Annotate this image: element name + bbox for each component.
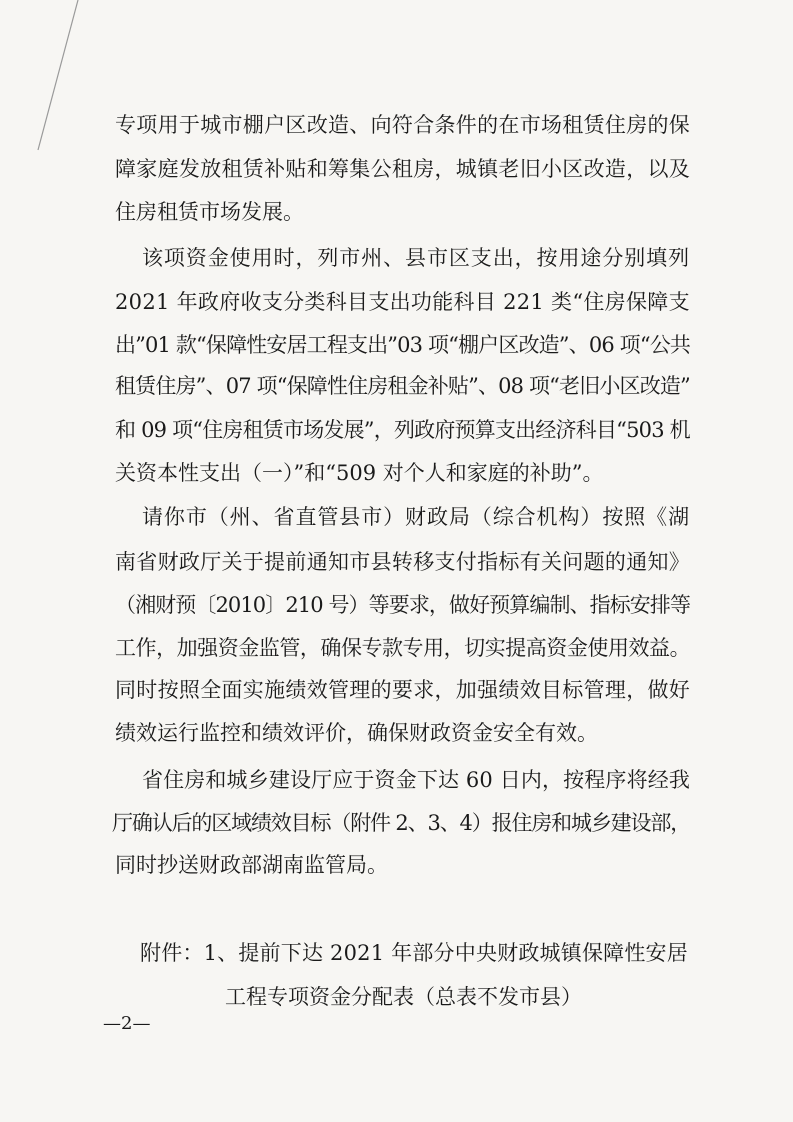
body-line: 出”01 款“保障性安居工程支出”03 项“棚户区改造”、06 项“公共	[115, 333, 691, 357]
body-line: 该项资金使用时，列市州、县市区支出，按用途分别填列	[142, 246, 690, 270]
body-line: 南省财政厅关于提前通知市县转移支付指标有关问题的通知》	[115, 550, 691, 574]
page-number: —2—	[103, 1013, 151, 1034]
body-line: 请你市（州、省直管县市）财政局（综合机构）按照《湖	[142, 505, 690, 529]
body-line: 厅确认后的区域绩效目标（附件 2、3、4）报住房和城乡建设部，	[112, 811, 691, 835]
body-line: 障家庭发放租赁补贴和筹集公租房，城镇老旧小区改造，以及	[115, 157, 691, 181]
body-line: 同时按照全面实施绩效管理的要求，加强绩效目标管理，做好	[115, 678, 691, 702]
body-line: 2021 年政府收支分类科目支出功能科目 221 类“住房保障支	[115, 290, 690, 314]
body-line: 绩效运行监控和绩效评价，确保财政资金安全有效。	[115, 721, 598, 745]
attachment-line-1: 附件：1、提前下达 2021 年部分中央财政城镇保障性安居	[140, 941, 688, 965]
body-line: （湘财预〔2010〕210 号）等要求，做好预算编制、指标安排等	[115, 593, 691, 617]
body-line: 和 09 项“住房租赁市场发展”，列政府预算支出经济科目“503 机	[115, 418, 690, 442]
body-line: 工作，加强资金监管，确保专款专用，切实提高资金使用效益。	[115, 636, 691, 660]
body-line: 住房租赁市场发展。	[115, 200, 304, 224]
attachment-line-2: 工程专项资金分配表（总表不发市县）	[225, 985, 582, 1009]
body-line: 关资本性支出（一）”和“509 对个人和家庭的补助”。	[115, 461, 604, 485]
body-line: 租赁住房”、07 项“保障性住房租金补贴”、08 项“老旧小区改造”	[115, 374, 690, 398]
body-line: 省住房和城乡建设厅应于资金下达 60 日内，按程序将经我	[142, 768, 690, 792]
body-line: 专项用于城市棚户区改造、向符合条件的在市场租赁住房的保	[115, 113, 691, 137]
body-line: 同时抄送财政部湖南监管局。	[115, 853, 388, 877]
